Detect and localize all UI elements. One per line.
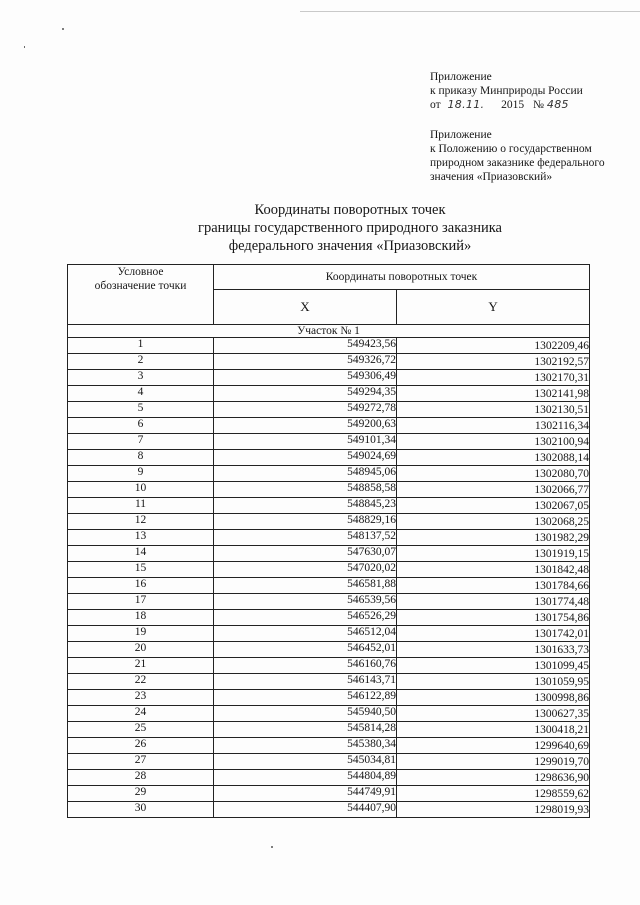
y-coordinate: 1299019,70 [397, 754, 590, 770]
x-coordinate: 546581,88 [214, 578, 397, 594]
table-row [68, 610, 590, 626]
table-row [68, 466, 590, 482]
table-row [68, 674, 590, 690]
point-number: 14 [68, 546, 214, 562]
x-coordinate: 549272,78 [214, 402, 397, 418]
point-number: 13 [68, 530, 214, 546]
y-coordinate: 1302130,51 [397, 402, 590, 418]
y-coordinate: 1299640,69 [397, 738, 590, 754]
y-coordinate: 1302209,46 [397, 338, 590, 354]
x-coordinate: 548829,16 [214, 514, 397, 530]
point-number: 24 [68, 706, 214, 722]
table-row [68, 530, 590, 546]
y-coordinate: 1301633,73 [397, 642, 590, 658]
point-number: 20 [68, 642, 214, 658]
handwritten-number: 485 [546, 98, 569, 111]
y-coordinate: 1301742,01 [397, 626, 590, 642]
document-title [140, 201, 560, 255]
point-number: 7 [68, 434, 214, 450]
point-number: 6 [68, 418, 214, 434]
section-heading: Участок № 1 [68, 325, 590, 338]
scan-edge-line [300, 11, 640, 12]
point-number: 1 [68, 338, 214, 354]
table-row [68, 594, 590, 610]
point-number: 8 [68, 450, 214, 466]
point-number: 16 [68, 578, 214, 594]
scan-speck [271, 846, 273, 848]
appendix-regulation-line: к Положению о государственном [430, 143, 592, 155]
point-number: 29 [68, 786, 214, 802]
y-coordinate: 1302066,77 [397, 482, 590, 498]
table-row [68, 386, 590, 402]
x-coordinate: 545940,50 [214, 706, 397, 722]
appendix-order-date [430, 98, 583, 112]
y-coordinate: 1298559,62 [397, 786, 590, 802]
table-row [68, 338, 590, 354]
coordinates-table-body [68, 325, 590, 818]
point-number: 4 [68, 386, 214, 402]
appendix-order-ref: к приказу Минприроды России [430, 85, 583, 97]
x-coordinate: 546539,56 [214, 594, 397, 610]
x-coordinate: 545814,28 [214, 722, 397, 738]
table-row [68, 802, 590, 818]
y-coordinate: 1301099,45 [397, 658, 590, 674]
handwritten-day: 18.11. [447, 98, 485, 111]
table-row [68, 578, 590, 594]
y-coordinate: 1301919,15 [397, 546, 590, 562]
x-coordinate: 548945,06 [214, 466, 397, 482]
table-row [68, 626, 590, 642]
y-coordinate: 1301059,95 [397, 674, 590, 690]
date-prefix: от [430, 99, 441, 111]
table-row [68, 370, 590, 386]
coordinates-group-header: Координаты поворотных точек [214, 265, 590, 290]
y-coordinate: 1302067,05 [397, 498, 590, 514]
table-row [68, 418, 590, 434]
table-row [68, 546, 590, 562]
x-coordinate: 546526,29 [214, 610, 397, 626]
table-row [68, 402, 590, 418]
y-coordinate: 1301784,66 [397, 578, 590, 594]
x-coordinate: 548137,52 [214, 530, 397, 546]
title-line: Координаты поворотных точек [254, 202, 446, 218]
point-number: 30 [68, 802, 214, 818]
y-coordinate: 1302088,14 [397, 450, 590, 466]
x-coordinate: 546143,71 [214, 674, 397, 690]
y-coordinate: 1302080,70 [397, 466, 590, 482]
y-coordinate: 1301842,48 [397, 562, 590, 578]
table-row [68, 738, 590, 754]
x-coordinate: 549101,34 [214, 434, 397, 450]
point-number: 12 [68, 514, 214, 530]
y-coordinate: 1300418,21 [397, 722, 590, 738]
appendix-regulation-line: значения «Приазовский» [430, 171, 553, 183]
x-coordinate: 545034,81 [214, 754, 397, 770]
table-row [68, 706, 590, 722]
x-coordinate: 544749,91 [214, 786, 397, 802]
x-coordinate: 548858,58 [214, 482, 397, 498]
point-number: 3 [68, 370, 214, 386]
y-coordinate: 1302068,25 [397, 514, 590, 530]
point-number: 18 [68, 610, 214, 626]
point-number: 23 [68, 690, 214, 706]
table-row [68, 482, 590, 498]
y-coordinate: 1301754,86 [397, 610, 590, 626]
point-column-header: Условное обозначение точки [68, 265, 214, 325]
y-coordinate: 1302192,57 [397, 354, 590, 370]
point-number: 21 [68, 658, 214, 674]
x-coordinate: 548845,23 [214, 498, 397, 514]
y-coordinate: 1302116,34 [397, 418, 590, 434]
y-coordinate: 1298019,93 [397, 802, 590, 818]
table-row [68, 786, 590, 802]
x-coordinate: 546122,89 [214, 690, 397, 706]
table-row [68, 450, 590, 466]
y-coordinate: 1301774,48 [397, 594, 590, 610]
y-coordinate: 1300998,86 [397, 690, 590, 706]
table-row [68, 498, 590, 514]
point-number: 9 [68, 466, 214, 482]
point-number: 2 [68, 354, 214, 370]
x-coordinate: 544804,89 [214, 770, 397, 786]
x-coordinate: 547630,07 [214, 546, 397, 562]
table-row [68, 754, 590, 770]
y-coordinate: 1300627,35 [397, 706, 590, 722]
date-year: 2015 [501, 99, 525, 111]
point-number: 19 [68, 626, 214, 642]
x-coordinate: 545380,34 [214, 738, 397, 754]
x-coordinate: 549326,72 [214, 354, 397, 370]
x-coordinate: 549306,49 [214, 370, 397, 386]
point-number: 27 [68, 754, 214, 770]
appendix-label: Приложение [430, 71, 492, 83]
x-column-header: X [214, 290, 397, 325]
y-coordinate: 1302141,98 [397, 386, 590, 402]
number-sign: № [533, 99, 545, 111]
point-number: 17 [68, 594, 214, 610]
table-row [68, 562, 590, 578]
scan-speck [24, 46, 25, 48]
x-coordinate: 549024,69 [214, 450, 397, 466]
y-coordinate: 1301982,29 [397, 530, 590, 546]
y-coordinate: 1302170,31 [397, 370, 590, 386]
table-row [68, 642, 590, 658]
point-number: 15 [68, 562, 214, 578]
table-row [68, 770, 590, 786]
point-number: 25 [68, 722, 214, 738]
x-coordinate: 544407,90 [214, 802, 397, 818]
title-line: границы государственного природного заказника [198, 220, 502, 236]
x-coordinate: 546160,76 [214, 658, 397, 674]
x-coordinate: 549294,35 [214, 386, 397, 402]
point-number: 5 [68, 402, 214, 418]
appendix-label: Приложение [430, 129, 492, 141]
x-coordinate: 546452,01 [214, 642, 397, 658]
point-number: 11 [68, 498, 214, 514]
x-coordinate: 549423,56 [214, 338, 397, 354]
appendix-order-block [430, 70, 583, 112]
table-row [68, 514, 590, 530]
x-coordinate: 546512,04 [214, 626, 397, 642]
coordinates-table [67, 264, 590, 818]
y-coordinate: 1302100,94 [397, 434, 590, 450]
table-row [68, 658, 590, 674]
y-coordinate: 1298636,90 [397, 770, 590, 786]
point-number: 26 [68, 738, 214, 754]
point-number: 10 [68, 482, 214, 498]
table-row [68, 354, 590, 370]
appendix-regulation-block [430, 128, 605, 184]
table-row [68, 690, 590, 706]
table-row [68, 722, 590, 738]
appendix-regulation-line: природном заказнике федерального [430, 157, 605, 169]
table-row [68, 434, 590, 450]
scan-speck [62, 28, 64, 30]
y-column-header: Y [397, 290, 590, 325]
point-number: 22 [68, 674, 214, 690]
x-coordinate: 549200,63 [214, 418, 397, 434]
x-coordinate: 547020,02 [214, 562, 397, 578]
title-line: федерального значения «Приазовский» [228, 238, 472, 254]
point-number: 28 [68, 770, 214, 786]
